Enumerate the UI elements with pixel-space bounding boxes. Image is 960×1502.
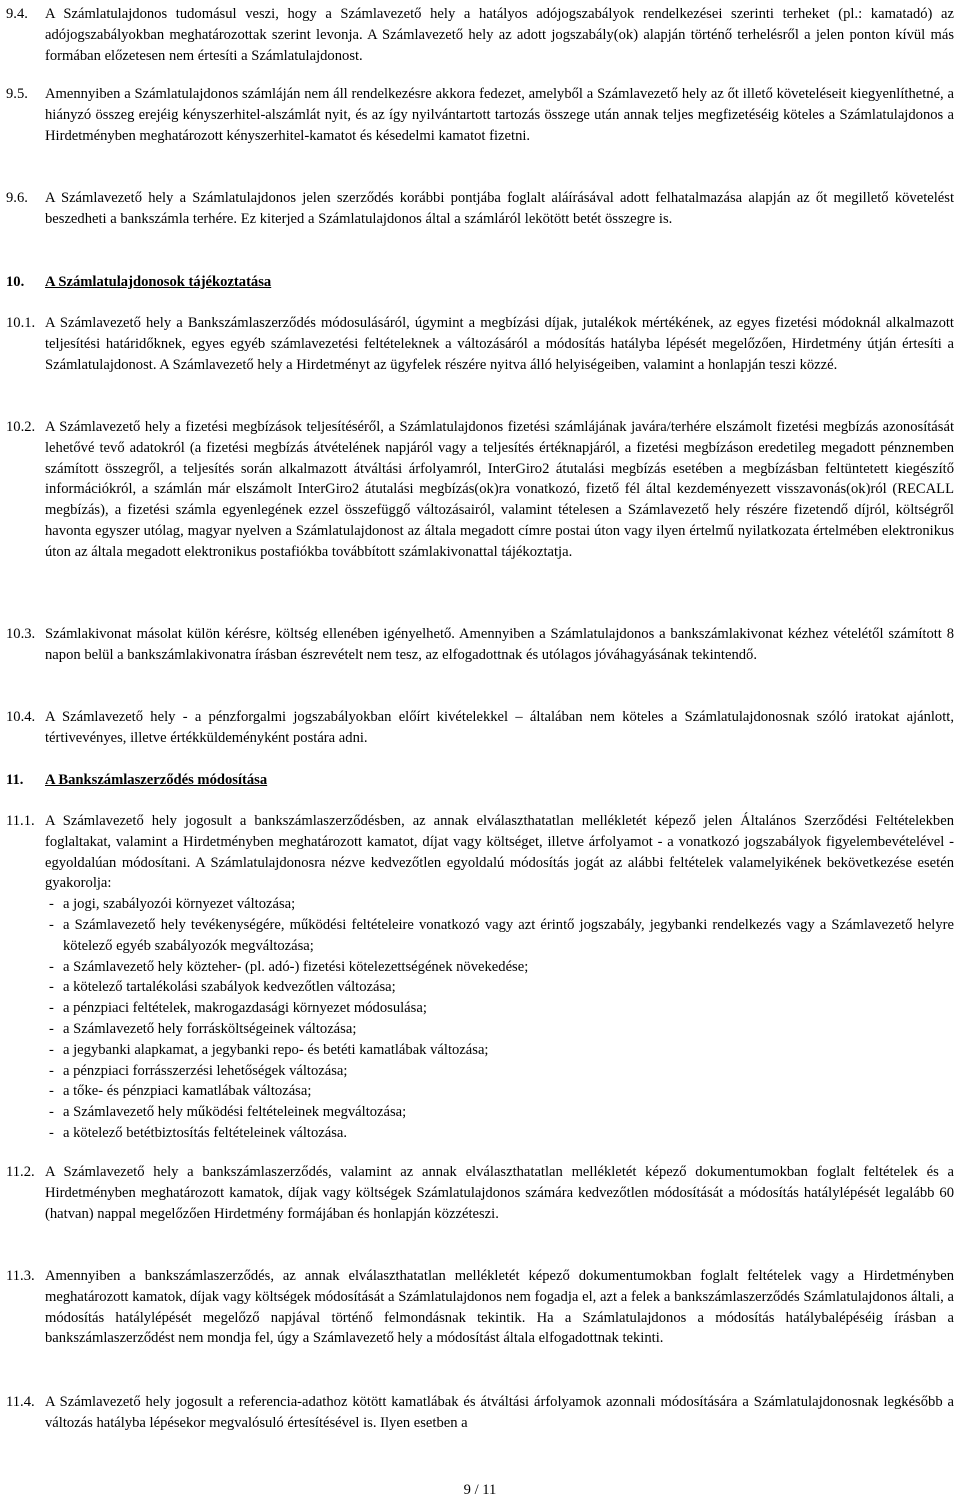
paragraph-11-1 [6,811,954,1144]
paragraph-text: A Számlatulajdonos tudomásul veszi, hogy a Számlavezető hely a hatályos adójogszabályok rendelkezései szerinti terheket (pl.: kamatadó) az adójogszabályokban meghatározottak szerint levonja. A Számlavezető hely az adott jogszabály(ok) alapján történő terhelésről a jelen ponton kívül más formában előzetesen nem értesíti a Számlatulajdonost. [45,6,954,64]
paragraph-11-4 [6,1392,954,1434]
paragraph-10-2 [6,417,954,563]
paragraph-text: Számlakivonat másolat külön kérésre, költség ellenében igényelhető. Amennyiben a Számlatulajdonos a bankszámlakivonat kézhez vételétől számított 8 napon belül a bankszámlakivonatra írásban észrevételt nem tesz, az elfogadottnak és utólagos jóváhagyásának tekintendő. [45,626,954,663]
paragraph-number: 10.3. [6,626,36,642]
list-item: - a tőke- és pénzpiaci kamatlábak változása; [45,1081,954,1102]
condition-list [45,894,954,1144]
list-item: - a jogi, szabályozói környezet változása; [45,894,954,915]
paragraph-text: A Számlavezető hely a bankszámlaszerződés, valamint az annak elválaszthatatlan mellékletét képező dokumentumokban foglalt feltételek és a Hirdetményben meghatározott kamatok, díjak vagy költségek Számlatulajdonos számára kedvezőtlen módosítását a módosítás hatálylépését legalább 60 (hatvan) nappal megelőzően Hirdetmény formájában és honlapján közzéteszi. [45,1164,954,1222]
paragraph-number: 10.2. [6,419,36,435]
list-item: - a kötelező betétbiztosítás feltételeinek változása. [45,1123,954,1144]
paragraph-number: 9.5. [6,86,28,102]
paragraph-text: A Számlavezető hely - a pénzforgalmi jogszabályokban előírt kivételekkel – általában nem köteles a Számlatulajdonosnak szóló iratokat ajánlott, tértivevényes, illetve értékküldeményként postára adni. [45,709,954,746]
paragraph-number: 10.1. [6,315,36,331]
paragraph-text: A Számlavezető hely a fizetési megbízások teljesítéséről, a Számlatulajdonos fizetési számlájának javára/terhére elszámolt fizetési megbízás azonosítását lehetővé tevő adatokról (a fizetési megbízás átvételének napjáról vagy a teljesítés értéknapjáról, a fizetési megbízáson eredetileg megadott pénznemben számított összegről, a teljesítés során alkalmazott átváltási árfolyamról, InterGiro2 átutalási megbízás esetében a megbízásban feltüntetett kiegészítő információkról, a számlán már elszámolt InterGiro2 átutalási megbízás(ok)ra vonatkozó, fizető fél által kezdeményezett visszavonás(ok)ról (RECALL megbízás), a fizetési számla egyenlegének ezzel összefüggő változásairól, valamint tételesen a Számlavezető hely részére fizetendő díjról, költségről havonta egyszer utólag, magyar nyelven a Számlatulajdonost az általa megadott címre postai úton vagy ilyen értelmű nyilatkozata értelmében elektronikus úton az általa megadott elektronikus postafiókba továbbított számlakivonattal tájékoztatja. [45,419,954,560]
paragraph-text: Amennyiben a bankszámlaszerződés, az annak elválaszthatatlan mellékletét képező dokumentumokban foglalt feltételek vagy a Hirdetményben meghatározott kamatok, díjak vagy költségek módosítását a Számlatulajdonos nem fogadja el, azt a felek a bankszámlaszerződés Számlatulajdonos általi, a módosítás hatálylépését megelőző napjával történő felmondásnak tekintik. Ha a Számlatulajdonos a módosítás hatálybalépéséig írásban a bankszámlaszerződést nem mondja fel, úgy a Számlavezető hely a módosítást általa elfogadottnak tekinti. [45,1268,954,1347]
list-item: - a Számlavezető hely működési feltételeinek megváltozása; [45,1102,954,1123]
paragraph-text: A Számlavezető hely jogosult a bankszámlaszerződésben, az annak elválaszthatatlan mellékletét képező jelen Általános Szerződési Feltételekben foglaltakat, valamint a Hirdetményben meghatározott kamatot, díjat vagy költséget, illetve árfolyamot - a vonatkozó jogszabályok figyelembevételével - egyoldalúan módosítani. A Számlatulajdonosra nézve kedvezőtlen egyoldalú módosítás jogát az alábbi feltételek valamelyikének bekövetkezése esetén gyakorolja: [45,813,954,892]
paragraph-10-3 [6,624,954,666]
paragraph-text: A Számlavezető hely jogosult a referencia-adathoz kötött kamatlábak és átváltási árfolyamok azonnali módosítására a Számlatulajdonosnak legkésőbb a változás hatályba lépésekor megvalósuló értesítésével is. Ilyen esetben a [45,1394,954,1431]
section-heading-10 [6,272,271,293]
heading-title: A Számlatulajdonosok tájékoztatása [45,274,272,290]
paragraph-text: A Számlavezető hely a Bankszámlaszerződés módosulásáról, úgymint a megbízási díjak, jutalékok mértékének, az egyes fizetési módoknál alkalmazott teljesítési határidőknek, egyes egyéb számlavezetési feltételeknek a változásáról a módosítás hatályba lépését megelőzően, Hirdetmény útján értesíti a Számlatulajdonost. A Számlavezető hely a Hirdetményt az ügyfelek részére nyitva álló helyiségeiben, valamint a honlapján teszi közzé. [45,315,954,373]
paragraph-number: 11.1. [6,813,35,829]
paragraph-9-5 [6,84,954,146]
list-item: - a pénzpiaci forrásszerzési lehetőségek változása; [45,1061,954,1082]
paragraph-number: 10.4. [6,709,36,725]
paragraph-number: 9.4. [6,6,28,22]
heading-title: A Bankszámlaszerződés módosítása [45,772,268,788]
paragraph-11-3 [6,1266,954,1349]
paragraph-number: 11.4. [6,1394,35,1410]
list-item: - a pénzpiaci feltételek, makrogazdasági környezet módosulása; [45,998,954,1019]
paragraph-number: 11.2. [6,1164,35,1180]
heading-number: 10. [6,274,25,290]
paragraph-11-2 [6,1162,954,1224]
paragraph-text: A Számlavezető hely a Számlatulajdonos jelen szerződés korábbi pontjába foglalt aláírásával adott felhatalmazása alapján az őt megillető követelést beszedheti a bankszámla terhére. Ez kiterjed a Számlatulajdonos által a számláról lekötött betét összegre is. [45,190,954,227]
paragraph-10-4 [6,707,954,749]
list-item: - a jegybanki alapkamat, a jegybanki repo- és betéti kamatlábak változása; [45,1040,954,1061]
list-item: - a kötelező tartalékolási szabályok kedvezőtlen változása; [45,977,954,998]
paragraph-9-6 [6,188,954,230]
list-item: - a Számlavezető hely tevékenységére, működési feltételeire vonatkozó vagy azt érintő jogszabály, jegybanki rendelkezés vagy a Számlavezető helyre kötelező egyéb szabályozók megváltozása; [45,915,954,957]
paragraph-10-1 [6,313,954,375]
list-item: - a Számlavezető hely forrásköltségeinek változása; [45,1019,954,1040]
list-item: - a Számlavezető hely közteher- (pl. adó-) fizetési kötelezettségének növekedése; [45,957,954,978]
section-heading-11 [6,770,267,791]
paragraph-number: 9.6. [6,190,28,206]
heading-number: 11. [6,772,24,788]
paragraph-number: 11.3. [6,1268,35,1284]
paragraph-text: Amennyiben a Számlatulajdonos számláján nem áll rendelkezésre akkora fedezet, amelyből a Számlavezető hely az őt illető követeléseit kiegyenlíthetné, a hiányzó összeg erejéig kényszerhitel-alszámlát nyit, és az így nyilvántartott tartozás összege után annak teljes megfizetéséig köteles a Számlatulajdonos a Hirdetményben meghatározott kényszerhitel-kamatot és késedelmi kamatot fizetni. [45,86,954,144]
paragraph-9-4 [6,4,954,66]
page-number: 9 / 11 [463,1482,497,1498]
